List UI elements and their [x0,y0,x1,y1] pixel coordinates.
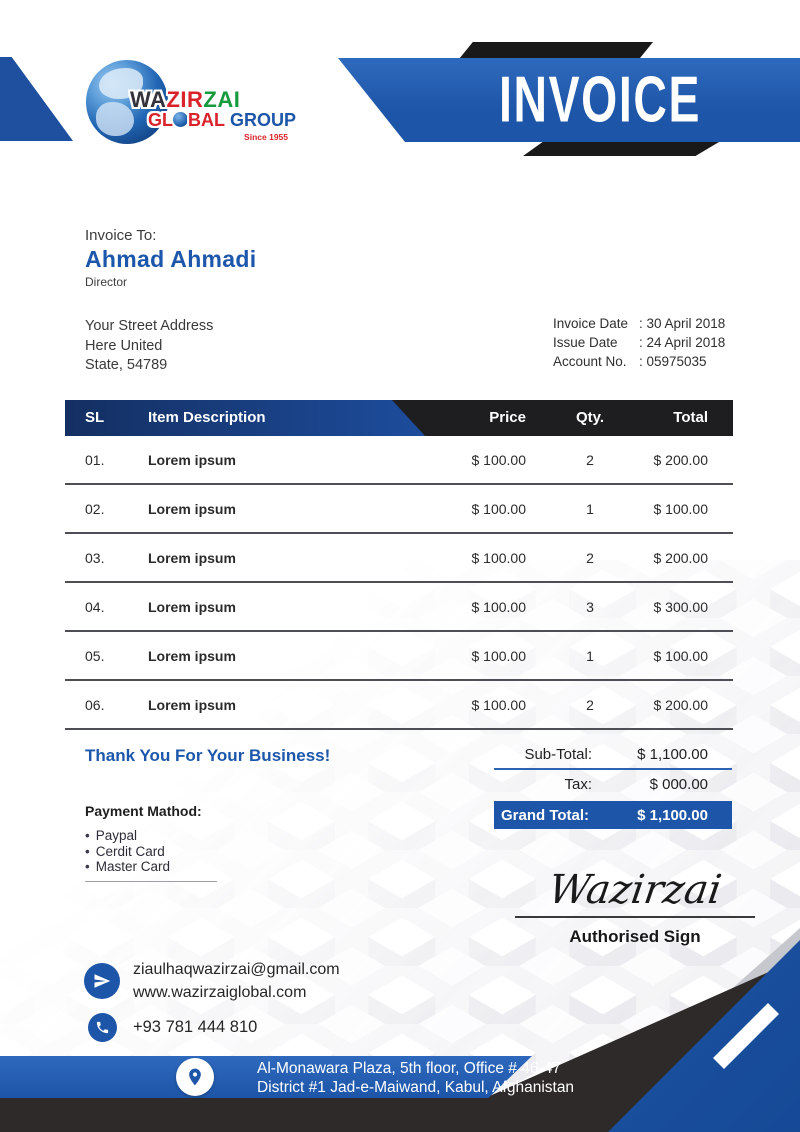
payment-method-item [85,844,255,860]
billing-address [85,317,213,376]
company-logo [86,58,316,150]
table-row [65,583,733,632]
cell-sl: 01. [85,452,105,468]
tax-value: $ 000.00 [649,776,708,793]
cell-description: Lorem ipsum [148,452,236,468]
col-header-description: Item Description [148,409,266,426]
payment-method-block [85,803,255,882]
grand-total-label: Grand Total: [501,806,590,824]
signature-line [515,916,755,918]
meta-row [553,314,725,333]
page-title: INVOICE [499,63,701,136]
subtotal-value: $ 1,100.00 [637,746,708,763]
cell-sl: 06. [85,697,105,713]
phone-icon [88,1013,117,1042]
cell-price: $ 100.00 [471,452,526,468]
cell-price: $ 100.00 [471,501,526,517]
bill-to-name: Ahmad Ahmadi [85,246,257,272]
cell-total: $ 200.00 [653,697,708,713]
signature-block [515,864,755,947]
table-row [65,632,733,681]
logo-subtitle [148,110,296,131]
signature-script: Wazirzai [545,867,725,913]
cell-qty: 1 [586,648,594,664]
footer-address-line1: Al-Monawara Plaza, 5th floor, Office # 46-47 [257,1060,561,1077]
col-header-price: Price [489,409,526,426]
meta-label: Invoice Date [553,316,629,331]
cell-sl: 05. [85,648,105,664]
grand-total-value: $ 1,100.00 [637,806,708,824]
cell-sl: 02. [85,501,105,517]
bill-to-role: Director [85,275,128,289]
header-black-band-bottom [523,142,719,156]
cell-qty: 2 [586,697,594,713]
invoice-meta [553,314,725,371]
tax-row [494,770,732,799]
meta-value: : 24 April 2018 [639,335,726,350]
signature-label: Authorised Sign [569,927,701,946]
col-header-sl: SL [85,409,105,426]
payment-divider [85,881,217,882]
bill-to-block [85,227,256,289]
subtotal-label: Sub-Total: [524,746,592,763]
cell-sl: 03. [85,550,105,566]
table-row [65,534,733,583]
payment-method-title: Payment Mathod: [85,803,202,819]
cell-qty: 1 [586,501,594,517]
payment-method-item [85,859,255,875]
logo-sub-part1: GL [148,110,173,130]
meta-row [553,333,725,352]
grand-total-row [494,801,732,829]
payment-method-label: Paypal [95,828,138,843]
table-row [65,436,733,485]
meta-label: Issue Date [553,335,618,350]
meta-value: : 30 April 2018 [639,316,726,331]
cell-description: Lorem ipsum [148,599,236,615]
cell-total: $ 200.00 [653,550,708,566]
col-header-qty: Qty. [575,409,605,426]
bullet-icon: • [85,843,90,859]
cell-price: $ 100.00 [471,550,526,566]
meta-row [553,352,725,371]
table-row [65,485,733,534]
logo-name-part3: ZAI [203,87,241,112]
cell-description: Lorem ipsum [148,550,236,566]
bill-to-label: Invoice To: [85,227,157,244]
cell-qty: 2 [586,452,594,468]
footer-address [257,1060,574,1097]
col-header-total: Total [673,409,708,426]
cell-qty: 2 [586,550,594,566]
table-header [65,400,733,436]
paper-plane-icon [84,963,120,999]
items-table [65,400,733,730]
cell-sl: 04. [85,599,105,615]
logo-sub-part2: BAL [188,110,225,130]
totals-block [494,741,732,829]
footer-address-line2: District #1 Jad-e-Maiwand, Kabul, Afghanistan [257,1078,575,1096]
cell-price: $ 100.00 [471,599,526,615]
cell-price: $ 100.00 [471,697,526,713]
globe-o-icon [173,112,188,127]
cell-total: $ 300.00 [653,599,708,615]
contact-website: www.wazirzaiglobal.com [133,984,307,1001]
payment-method-item [85,828,255,844]
subtotal-row [494,741,732,770]
header-left-blue-wedge [0,57,73,141]
logo-since-text: Since 1955 [244,132,288,142]
address-line: State, 54789 [85,357,168,373]
cell-total: $ 200.00 [653,452,708,468]
logo-name-part1: WA [130,87,167,112]
cell-description: Lorem ipsum [148,697,236,713]
logo-sub-part3: GROUP [230,110,297,130]
cell-description: Lorem ipsum [148,501,236,517]
contact-phone: +93 781 444 810 [133,1018,258,1036]
thank-you-message: Thank You For Your Business! [85,746,331,765]
meta-value: : 05975035 [639,354,707,369]
cell-total: $ 100.00 [653,501,708,517]
cell-total: $ 100.00 [653,648,708,664]
payment-method-label: Cerdit Card [95,843,165,859]
payment-method-label: Master Card [95,859,171,874]
contact-email-block [133,958,340,1004]
meta-label: Account No. [553,354,627,369]
tax-label: Tax: [564,776,592,793]
bullet-icon: • [85,859,90,874]
address-line: Here United [85,337,163,354]
address-line: Your Street Address [85,318,214,334]
bullet-icon: • [85,828,90,843]
location-pin-icon [176,1058,214,1096]
table-row [65,681,733,730]
logo-name-part2: ZIR [166,87,204,112]
cell-description: Lorem ipsum [148,648,236,664]
cell-price: $ 100.00 [471,648,526,664]
cell-qty: 3 [586,599,594,615]
contact-email: ziaulhaqwazirzai@gmail.com [133,961,340,978]
